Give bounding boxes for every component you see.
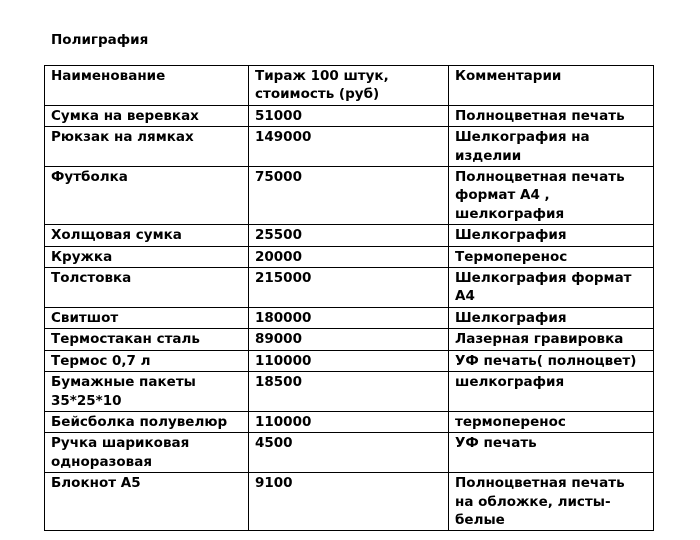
cell-comment: Шелкография	[449, 307, 654, 328]
cell-name: Ручка шариковая одноразовая	[45, 433, 249, 473]
cell-price: 51000	[249, 105, 449, 126]
cell-name: Кружка	[45, 246, 249, 267]
table-row	[45, 433, 654, 473]
cell-comment: Полноцветная печать	[449, 105, 654, 126]
cell-comment: Шелкография формат А4	[449, 268, 654, 308]
table-row	[45, 350, 654, 371]
table-row	[45, 105, 654, 126]
table-row	[45, 307, 654, 328]
cell-name: Термостакан сталь	[45, 329, 249, 350]
cell-name: Бумажные пакеты 35*25*10	[45, 372, 249, 412]
cell-price: 18500	[249, 372, 449, 412]
document-title: Полиграфия	[51, 32, 149, 48]
cell-price: 9100	[249, 473, 449, 531]
table-row	[45, 225, 654, 246]
table-row	[45, 372, 654, 412]
header-comment: Комментарии	[449, 66, 654, 106]
cell-comment: УФ печать( полноцвет)	[449, 350, 654, 371]
cell-price: 110000	[249, 350, 449, 371]
cell-price: 75000	[249, 167, 449, 225]
cell-comment: Лазерная гравировка	[449, 329, 654, 350]
pricing-table	[44, 65, 654, 531]
table-row	[45, 473, 654, 531]
table-header-row	[45, 66, 654, 106]
header-price: Тираж 100 штук, стоимость (руб)	[249, 66, 449, 106]
cell-name: Толстовка	[45, 268, 249, 308]
cell-comment: Шелкография на изделии	[449, 127, 654, 167]
header-name: Наименование	[45, 66, 249, 106]
cell-name: Холщовая сумка	[45, 225, 249, 246]
table-row	[45, 167, 654, 225]
cell-comment: Полноцветная печать формат А4 , шелкография	[449, 167, 654, 225]
cell-name: Рюкзак на лямках	[45, 127, 249, 167]
table-body	[45, 66, 654, 531]
table-row	[45, 127, 654, 167]
cell-comment: шелкография	[449, 372, 654, 412]
cell-name: Термос 0,7 л	[45, 350, 249, 371]
cell-price: 215000	[249, 268, 449, 308]
cell-name: Сумка на веревках	[45, 105, 249, 126]
table-row	[45, 329, 654, 350]
cell-comment: Термоперенос	[449, 246, 654, 267]
table-row	[45, 246, 654, 267]
cell-price: 25500	[249, 225, 449, 246]
cell-price: 180000	[249, 307, 449, 328]
cell-name: Свитшот	[45, 307, 249, 328]
cell-price: 149000	[249, 127, 449, 167]
cell-name: Футболка	[45, 167, 249, 225]
cell-price: 110000	[249, 411, 449, 432]
cell-price: 89000	[249, 329, 449, 350]
cell-comment: Полноцветная печать на обложке, листы-белые	[449, 473, 654, 531]
cell-price: 4500	[249, 433, 449, 473]
cell-name: Блокнот А5	[45, 473, 249, 531]
cell-name: Бейсболка полувелюр	[45, 411, 249, 432]
table-row	[45, 411, 654, 432]
cell-comment: УФ печать	[449, 433, 654, 473]
cell-comment: термоперенос	[449, 411, 654, 432]
table-row	[45, 268, 654, 308]
cell-price: 20000	[249, 246, 449, 267]
cell-comment: Шелкография	[449, 225, 654, 246]
